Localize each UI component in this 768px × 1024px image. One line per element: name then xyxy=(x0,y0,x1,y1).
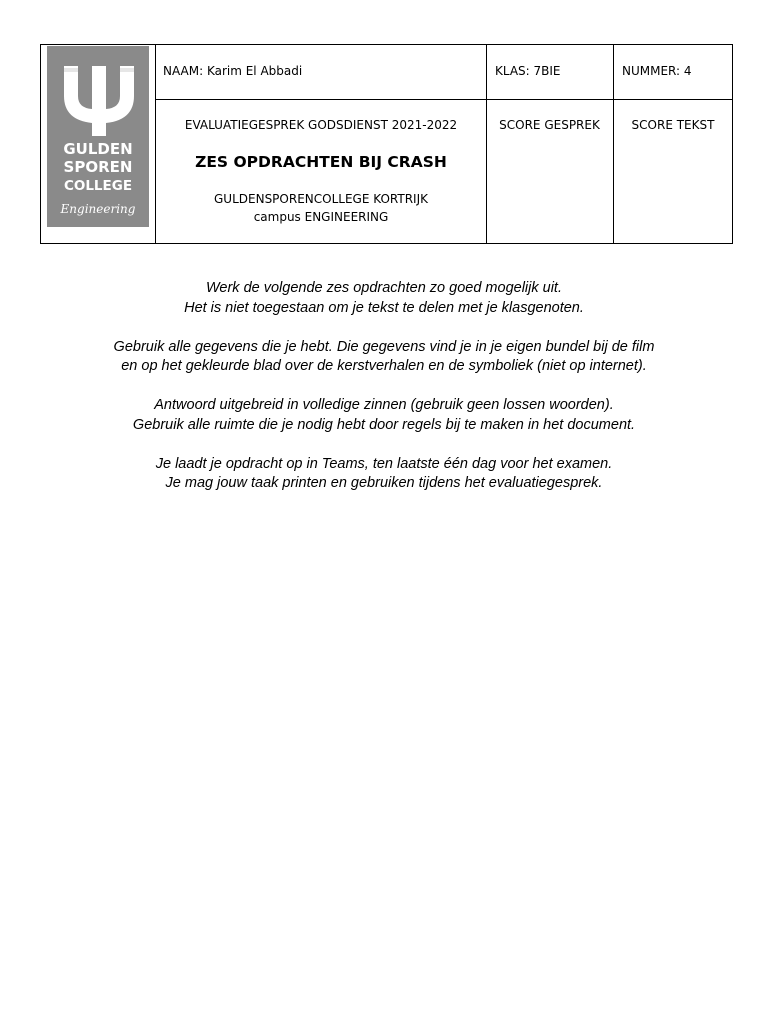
school-logo-graphic xyxy=(47,46,149,227)
instruction-line: Gebruik alle gegevens die je hebt. Die gegevens vind je in je eigen bundel bij de film xyxy=(113,338,655,355)
score-text-label: SCORE TEKST xyxy=(631,118,715,132)
instructions xyxy=(0,279,768,494)
instruction-line: Werk de volgende zes opdrachten zo goed mogelijk uit. xyxy=(205,280,562,296)
column-divider xyxy=(613,45,614,243)
instruction-line: en op het gekleurde blad over de kerstverhalen en de symboliek (niet op internet). xyxy=(121,358,647,374)
instruction-line: Gebruik alle ruimte die je nodig hebt door regels bij te maken in het document. xyxy=(132,416,636,433)
logo-line-4: Engineering xyxy=(60,202,136,216)
evaluation-title: EVALUATIEGESPREK GODSDIENST 2021-2022 xyxy=(184,118,458,132)
campus-name: campus ENGINEERING xyxy=(253,210,389,224)
school-logo xyxy=(47,46,149,227)
instruction-line: Je mag jouw taak printen en gebruiken tijdens het evaluatiegesprek. xyxy=(165,475,603,491)
instruction-line: Je laadt je opdracht op in Teams, ten laatste één dag voor het examen. xyxy=(155,455,613,472)
school-name: GULDENSPORENCOLLEGE KORTRIJK xyxy=(214,192,428,206)
assignment-title: ZES OPDRACHTEN BIJ CRASH xyxy=(195,153,447,171)
y-emblem-icon xyxy=(64,66,134,136)
header-table xyxy=(40,44,733,244)
instruction-line: Antwoord uitgebreid in volledige zinnen (gebruik geen lossen woorden). xyxy=(154,397,614,413)
logo-line-2: SPOREN xyxy=(63,158,133,176)
student-class: KLAS: 7BIE xyxy=(495,64,561,78)
student-number: NUMMER: 4 xyxy=(622,64,692,78)
logo-line-3: COLLEGE xyxy=(63,178,133,194)
row-divider xyxy=(155,99,732,100)
student-name: NAAM: Karim El Abbadi xyxy=(163,64,303,78)
logo-line-1: GULDEN xyxy=(63,140,133,158)
score-conversation-label: SCORE GESPREK xyxy=(499,118,600,132)
instruction-line: Het is niet toegestaan om je tekst te delen met je klasgenoten. xyxy=(184,299,584,316)
